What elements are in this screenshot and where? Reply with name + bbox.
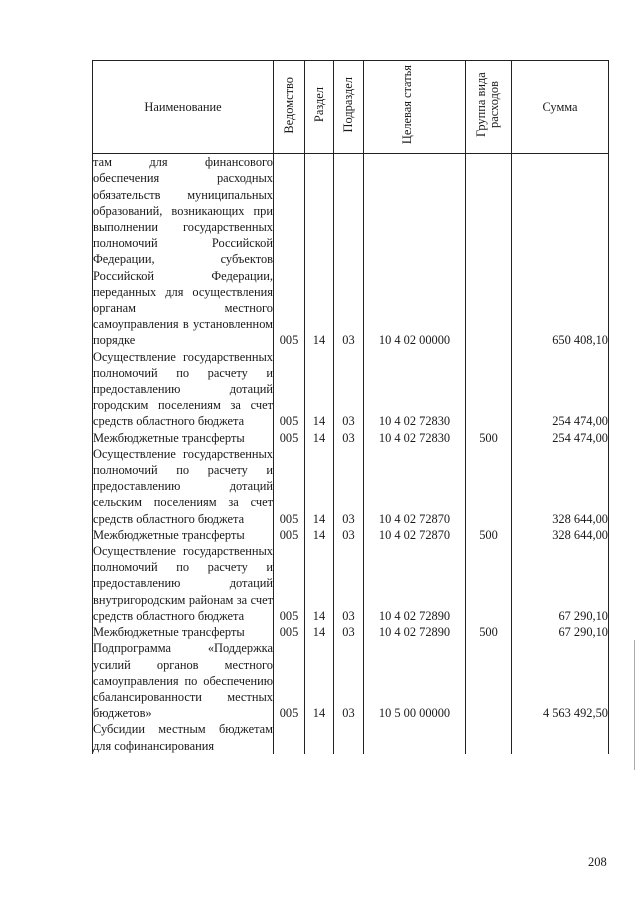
- row-amount: 254 474,00: [512, 349, 609, 430]
- row-target-article: 10 4 02 72830: [364, 430, 466, 446]
- row-amount: 67 290,10: [512, 624, 609, 640]
- row-department: 005: [274, 640, 305, 721]
- header-target-article: [364, 61, 466, 154]
- header-expense-group-label: Группа вида расходов: [473, 72, 501, 138]
- header-section: [305, 61, 334, 154]
- table-header-row: [93, 61, 609, 154]
- row-subsection: 03: [334, 624, 364, 640]
- row-target-article: 10 4 02 72890: [364, 543, 466, 624]
- row-target-article: 10 4 02 00000: [364, 154, 466, 349]
- row-department: 005: [274, 543, 305, 624]
- row-section: 14: [305, 624, 334, 640]
- header-amount: Сумма: [512, 61, 609, 154]
- row-name: Осуществление государственных полномочий по расчету и предоставлению дотаций городским поселениям за счет средств областного бюджета: [93, 349, 273, 429]
- row-subsection: 03: [334, 543, 364, 624]
- row-section: 14: [305, 446, 334, 527]
- row-target-article: 10 4 02 72870: [364, 446, 466, 527]
- row-section: [305, 721, 334, 753]
- row-expense-group: [466, 349, 512, 430]
- row-section: 14: [305, 154, 334, 349]
- row-subsection: 03: [334, 640, 364, 721]
- row-amount: [512, 721, 609, 753]
- table-row: [93, 543, 609, 624]
- budget-table: [92, 60, 609, 754]
- row-department: 005: [274, 446, 305, 527]
- row-name: Межбюджетные трансферты: [93, 624, 274, 640]
- row-amount: 254 474,00: [512, 430, 609, 446]
- row-section: 14: [305, 430, 334, 446]
- row-name: Межбюджетные трансферты: [93, 430, 274, 446]
- header-subsection-label: Подраздел: [341, 77, 355, 133]
- row-name: Осуществление государственных полномочий по расчету и предоставлению дотаций внутригородским районам за счет средств областного бюджета: [93, 544, 273, 623]
- row-department: 005: [274, 527, 305, 543]
- row-expense-group: [466, 640, 512, 721]
- row-subsection: 03: [334, 154, 364, 349]
- header-expense-group: [466, 61, 512, 154]
- row-amount: 328 644,00: [512, 527, 609, 543]
- row-department: 005: [274, 430, 305, 446]
- header-name: Наименование: [93, 61, 274, 154]
- row-department: 005: [274, 154, 305, 349]
- row-target-article: 10 4 02 72890: [364, 624, 466, 640]
- row-name: Осуществление государственных полномочий по расчету и предоставлению дотаций сельским поселениям за счет средств областного бюджета: [93, 446, 273, 526]
- row-section: 14: [305, 543, 334, 624]
- table-row: [93, 349, 609, 430]
- row-subsection: 03: [334, 349, 364, 430]
- row-name: там для финансового обеспечения расходных обязательств муниципальных образований, возникающих при выполнении государственных полномочий Российской Федерации, субъектов Российской Федерации, переданных для осуществления органам местного самоуправления в установленном порядке: [93, 155, 273, 348]
- header-department-label: Ведомство: [281, 76, 296, 134]
- row-subsection: 03: [334, 527, 364, 543]
- row-amount: 4 563 492,50: [512, 640, 609, 721]
- header-subsection: [334, 61, 364, 154]
- row-department: [274, 721, 305, 753]
- row-expense-group: [466, 154, 512, 349]
- header-section-label: Раздел: [311, 87, 326, 123]
- row-target-article: 10 4 02 72830: [364, 349, 466, 430]
- row-target-article: 10 4 02 72870: [364, 527, 466, 543]
- table-row: [93, 624, 609, 640]
- row-amount: 650 408,10: [512, 154, 609, 349]
- row-subsection: [334, 721, 364, 753]
- header-department: [274, 61, 305, 154]
- row-name: Субсидии местным бюджетам для софинансирования: [93, 722, 273, 753]
- table-row: [93, 154, 609, 349]
- row-section: 14: [305, 640, 334, 721]
- page-number: 208: [588, 855, 607, 869]
- row-section: 14: [305, 527, 334, 543]
- row-expense-group: 500: [466, 527, 512, 543]
- row-expense-group: [466, 721, 512, 753]
- row-amount: 328 644,00: [512, 446, 609, 527]
- row-target-article: [364, 721, 466, 753]
- row-amount: 67 290,10: [512, 543, 609, 624]
- row-expense-group: [466, 543, 512, 624]
- row-subsection: 03: [334, 446, 364, 527]
- row-subsection: 03: [334, 430, 364, 446]
- table-row: [93, 446, 609, 527]
- table-row: [93, 640, 609, 721]
- row-name: Межбюджетные трансферты: [93, 527, 274, 543]
- row-name: Подпрограмма «Поддержка усилий органов местного самоуправления по обеспечению сбалансированности местных бюджетов»: [93, 641, 273, 721]
- row-target-article: 10 5 00 00000: [364, 640, 466, 721]
- scan-edge-mark: [634, 640, 635, 770]
- table-row: [93, 721, 609, 753]
- row-department: 005: [274, 624, 305, 640]
- row-department: 005: [274, 349, 305, 430]
- row-expense-group: [466, 446, 512, 527]
- table-row: [93, 527, 609, 543]
- table-row: [93, 430, 609, 446]
- row-expense-group: 500: [466, 624, 512, 640]
- header-target-article-label: Целевая статья: [399, 65, 414, 145]
- row-expense-group: 500: [466, 430, 512, 446]
- row-section: 14: [305, 349, 334, 430]
